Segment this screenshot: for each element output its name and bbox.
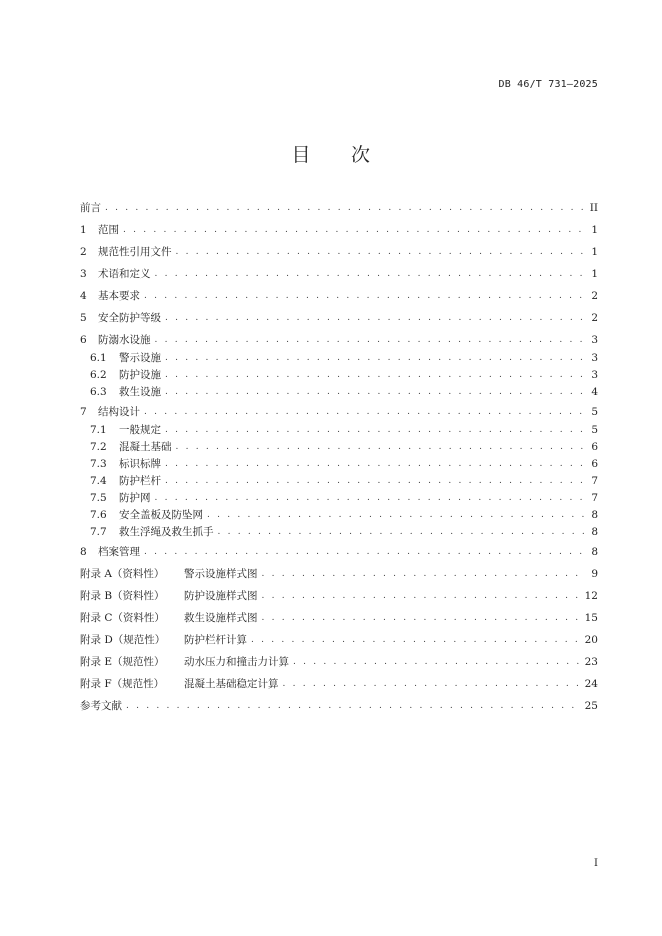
toc-entry-page: 1 [591,246,598,258]
page-title-part2: 次 [351,144,371,166]
toc-entry-page: II [589,202,598,214]
toc-entry-title: 救生设施 [119,386,161,398]
toc-entry-title: 防护栏杆计算 [184,634,247,646]
toc-entry-number: 6 [80,334,87,346]
toc-dot-leader [218,524,585,540]
toc-entry-title: 规范性引用文件 [98,246,172,258]
toc-entry-page: 3 [591,334,598,346]
toc-entry-number: 7.3 [90,458,107,470]
toc-dot-leader [165,456,584,472]
toc-entry-number: 附录 C（资料性） [80,612,165,624]
toc-entry-page: 24 [584,678,598,690]
toc-entry-title: 防护栏杆 [119,475,161,487]
toc-dot-leader [105,200,584,216]
toc-entry[interactable] [80,654,598,670]
toc-entry-title: 基本要求 [98,290,140,302]
toc-entry[interactable] [80,222,598,238]
toc-entry-page: 2 [591,290,598,302]
toc-entry[interactable] [80,566,598,582]
toc-entry[interactable] [80,200,598,216]
toc-entry[interactable] [80,310,598,326]
toc-entry-title: 救生浮绳及救生抓手 [119,526,214,538]
toc-entry[interactable] [80,244,598,260]
toc-dot-leader [165,384,584,400]
toc-dot-leader [165,367,584,383]
toc-entry-number: 5 [80,312,87,324]
toc-entry-title: 防护设施样式图 [184,590,258,602]
page-number: I [594,858,598,869]
toc-entry-number: 7 [80,406,87,418]
toc-entry[interactable] [80,610,598,626]
toc-entry-page: 3 [591,369,598,381]
toc-entry-number: 附录 E（规范性） [80,656,165,668]
toc-entry-page: 25 [584,700,598,712]
toc-entry-page: 20 [584,634,598,646]
toc-dot-leader [176,439,585,455]
toc-entry-page: 1 [591,268,598,280]
toc-entry-number: 6.3 [90,386,107,398]
toc-entry-page: 8 [591,509,598,521]
toc-entry[interactable] [80,524,598,540]
toc-entry[interactable] [80,507,598,523]
toc-entry[interactable] [80,473,598,489]
toc-entry-title: 安全防护等级 [98,312,161,324]
toc-entry-number: 7.1 [90,424,107,436]
toc-entry-title: 标识标牌 [119,458,161,470]
toc-entry-number: 附录 F（规范性） [80,678,165,690]
toc-entry-number: 7.4 [90,475,107,487]
toc-entry-title: 一般规定 [119,424,161,436]
page-title [0,140,662,167]
toc-dot-leader [165,473,584,489]
toc-entry-number: 2 [80,246,87,258]
toc-dot-leader [155,266,585,282]
toc-entry-number: 7.2 [90,441,107,453]
toc-entry-title: 档案管理 [98,546,140,558]
toc-entry-page: 8 [591,546,598,558]
toc-entry-page: 1 [591,224,598,236]
toc-entry-title: 安全盖板及防坠网 [119,509,203,521]
toc-dot-leader [262,566,585,582]
toc-entry-page: 7 [591,492,598,504]
toc-entry[interactable] [80,404,598,420]
toc-entry-page: 2 [591,312,598,324]
toc-entry-title: 动水压力和撞击力计算 [184,656,289,668]
toc-entry-title: 警示设施 [119,352,161,364]
toc-entry-page: 5 [591,424,598,436]
toc-entry-title: 范围 [98,224,119,236]
toc-dot-leader [123,222,584,238]
toc-entry-number: 7.7 [90,526,107,538]
toc-entry[interactable] [80,544,598,560]
toc-entry[interactable] [80,350,598,366]
toc-entry-page: 8 [591,526,598,538]
toc-entry[interactable] [80,384,598,400]
toc-entry-title: 参考文献 [80,700,122,712]
toc-entry-page: 6 [591,458,598,470]
toc-dot-leader [126,698,581,714]
toc-entry[interactable] [80,332,598,348]
toc-entry[interactable] [80,632,598,648]
toc-entry[interactable] [80,456,598,472]
toc-entry-page: 15 [584,612,598,624]
toc-entry-number: 6.2 [90,369,107,381]
toc-entry-title: 混凝土基础 [119,441,172,453]
toc-entry-number: 附录 A（资料性） [80,568,165,580]
toc-entry-number: 附录 D（规范性） [80,634,166,646]
toc-dot-leader [207,507,584,523]
toc-entry-title: 救生设施样式图 [184,612,258,624]
toc-dot-leader [144,288,584,304]
toc-entry-title: 防护设施 [119,369,161,381]
toc-entry[interactable] [80,698,598,714]
toc-dot-leader [165,350,584,366]
toc-entry-number: 附录 B（资料性） [80,590,165,602]
toc-entry-page: 12 [584,590,598,602]
toc-entry-page: 9 [591,568,598,580]
toc-dot-leader [144,404,584,420]
standard-code: DB 46/T 731—2025 [498,79,598,90]
toc-entry-number: 6.1 [90,352,107,364]
toc-entry-number: 8 [80,546,87,558]
toc-entry-page: 4 [591,386,598,398]
toc-dot-leader [176,244,585,260]
page-title-part1: 目 [291,144,311,166]
toc-entry-title: 防溺水设施 [98,334,151,346]
toc-entry-title: 术语和定义 [98,268,151,280]
toc-entry[interactable] [80,588,598,604]
toc-entry-page: 3 [591,352,598,364]
toc-dot-leader [155,490,585,506]
toc-entry[interactable] [80,367,598,383]
toc-dot-leader [262,610,581,626]
toc-dot-leader [165,422,584,438]
toc-entry-number: 7.6 [90,509,107,521]
toc-entry[interactable] [80,288,598,304]
toc-entry-number: 4 [80,290,87,302]
toc-dot-leader [283,676,581,692]
toc-entry[interactable] [80,422,598,438]
toc-dot-leader [144,544,584,560]
toc-entry-title: 前言 [80,202,101,214]
toc-entry-page: 5 [591,406,598,418]
toc-dot-leader [251,632,581,648]
toc-entry-number: 1 [80,224,87,236]
toc-entry-title: 警示设施样式图 [184,568,258,580]
toc-entry-page: 7 [591,475,598,487]
toc-dot-leader [293,654,581,670]
toc-dot-leader [165,310,584,326]
toc-entry-title: 防护网 [119,492,151,504]
toc-entry-number: 3 [80,268,87,280]
toc-entry-title: 结构设计 [98,406,140,418]
toc-entry[interactable] [80,439,598,455]
toc-entry-title: 混凝土基础稳定计算 [184,678,279,690]
toc-dot-leader [155,332,585,348]
toc-dot-leader [262,588,581,604]
toc-entry[interactable] [80,266,598,282]
toc-entry-number: 7.5 [90,492,107,504]
toc-entry-page: 23 [584,656,598,668]
toc-entry[interactable] [80,490,598,506]
toc-entry[interactable] [80,676,598,692]
toc-entry-page: 6 [591,441,598,453]
